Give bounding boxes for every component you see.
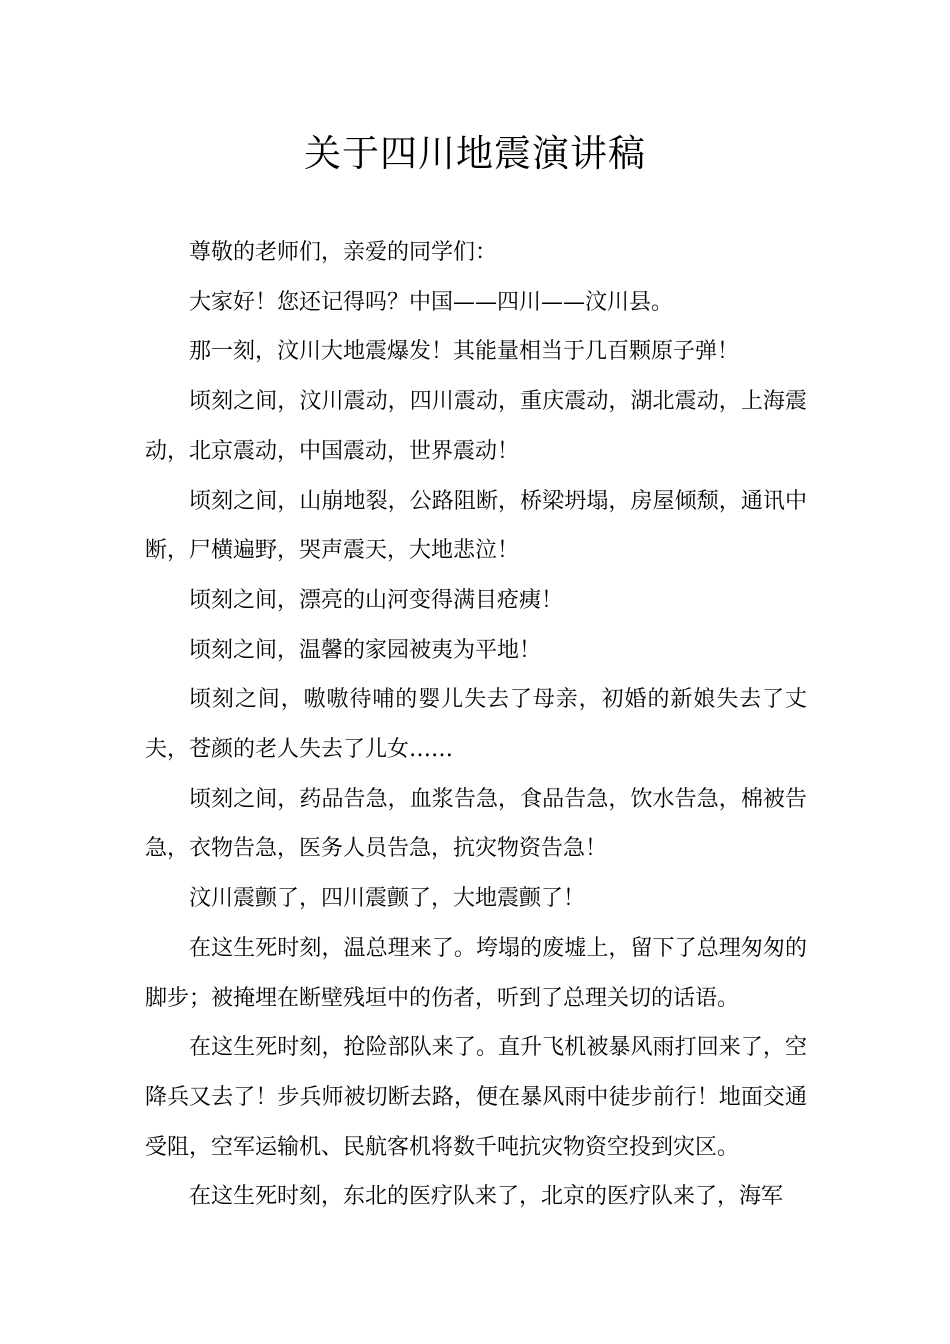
paragraph: 顷刻之间，汶川震动，四川震动，重庆震动，湖北震动，上海震动，北京震动，中国震动，世界震动！ bbox=[145, 389, 807, 464]
paragraph-greeting: 尊敬的老师们，亲爱的同学们： bbox=[189, 240, 498, 265]
document-title: 关于四川地震演讲稿 bbox=[304, 132, 646, 175]
paragraph: 顷刻之间，嗷嗷待哺的婴儿失去了母亲，初婚的新娘失去了丈夫，苍颜的老人失去了儿女…… bbox=[145, 687, 807, 763]
paragraph: 在这生死时刻，温总理来了。垮塌的废墟上，留下了总理匆匆的脚步；被掩埋在断壁残垣中的伤者，听到了总理关切的话语。 bbox=[145, 935, 807, 1011]
paragraph: 在这生死时刻，抢险部队来了。直升飞机被暴风雨打回来了，空降兵又去了！步兵师被切断去路，便在暴风雨中徒步前行！地面交通受阻，空军运输机、民航客机将数千吨抗灾物资空投到灾区。 bbox=[145, 1035, 807, 1160]
paragraph: 顷刻之间，山崩地裂，公路阻断，桥梁坍塌，房屋倾颓，通讯中断，尸横遍野，哭声震天，大地悲泣！ bbox=[145, 488, 807, 564]
paragraph: 汶川震颤了，四川震颤了，大地震颤了！ bbox=[189, 886, 586, 912]
paragraph: 顷刻之间，药品告急，血浆告急，食品告急，饮水告急，棉被告急，衣物告急，医务人员告急，抗灾物资告急！ bbox=[145, 786, 807, 862]
paragraph: 那一刻，汶川大地震爆发！其能量相当于几百颗原子弹！ bbox=[189, 339, 740, 365]
paragraph: 大家好！您还记得吗？中国——四川——汶川县。 bbox=[189, 289, 674, 315]
paragraph: 顷刻之间，漂亮的山河变得满目疮痍！ bbox=[189, 587, 564, 613]
paragraph: 顷刻之间，温馨的家园被夷为平地！ bbox=[189, 637, 542, 663]
document-body bbox=[145, 228, 807, 1222]
paragraph-truncated: 在这生死时刻，东北的医疗队来了，北京的医疗队来了，海军 bbox=[189, 1184, 784, 1210]
